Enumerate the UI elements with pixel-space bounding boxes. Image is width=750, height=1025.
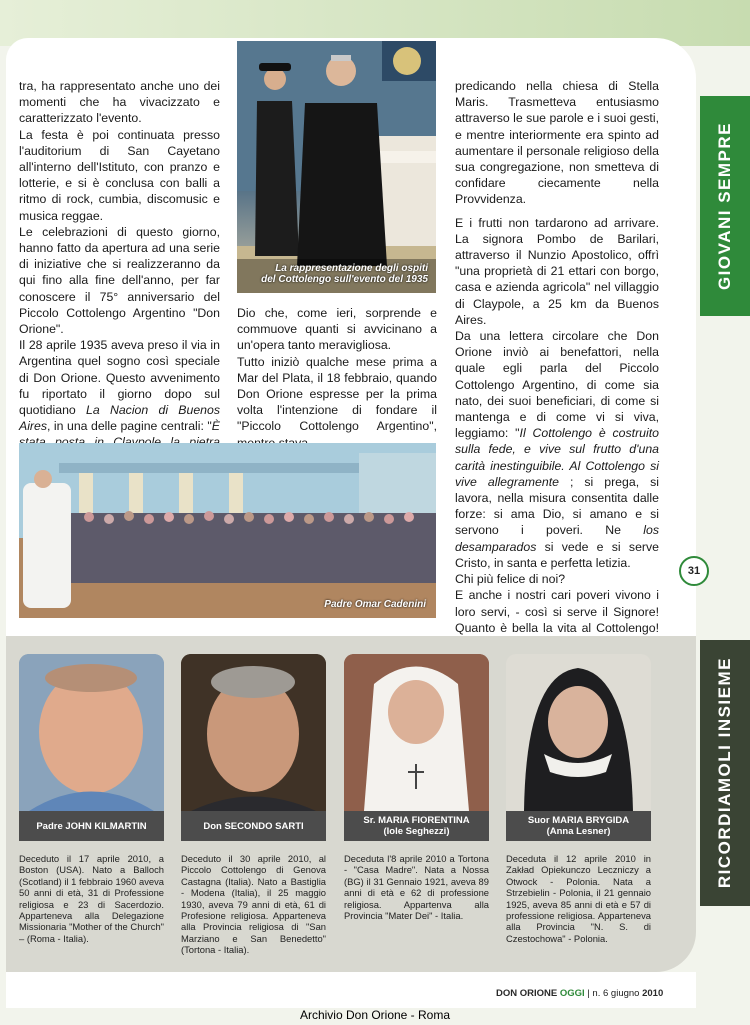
memorial-name: Suor MARIA BRYGIDA (Anna Lesner) — [506, 811, 651, 841]
audience-photo — [19, 443, 436, 618]
article-column-3 — [455, 78, 659, 685]
paragraph: Dio che, come ieri, sorprende e commuove quanti si avvicinano a un'opera tanto meravigliosa. — [237, 306, 437, 353]
portrait-photo — [19, 654, 164, 811]
article-column-2 — [237, 305, 437, 451]
magazine-footer: DON ORIONE OGGI | n. 6 giugno 2010 — [496, 988, 664, 999]
audience-photo-illustration — [19, 443, 436, 618]
section-tab-giovani — [700, 96, 750, 316]
memorial-name: Sr. MARIA FIORENTINA (Iole Seghezzi) — [344, 811, 489, 841]
theater-photo — [237, 41, 436, 293]
theater-photo-illustration — [237, 41, 436, 293]
memorial-card — [19, 654, 164, 944]
paragraph: Il 28 aprile 1935 aveva preso il via in Argentina quel sogno così speciale di Don Orione. Questo avvenimento fu riportato il giorno dopo sul quotidiano La Nacion di Buenos Aires, in una delle pagine centrali: "È — [19, 338, 221, 434]
memorial-card — [506, 654, 651, 944]
section-tab-ricordiamoli — [700, 640, 750, 906]
paragraph: Le celebrazioni di questo giorno, hanno fatto da apertura ad una serie di iniziative che si realizzeranno da qui fino alla fine dell'anno, per far conoscere il 75° anniversario del Piccolo Cottolengo Argentino "Don Orione". — [19, 224, 220, 337]
memorial-name: Don SECONDO SARTI — [181, 811, 326, 841]
page-number: 31 — [679, 556, 709, 586]
paragraph: predicando nella chiesa di Stella Maris. Trasmetteva entusiasmo attraverso le sue parole e i suoi gesti, e mentre interiormente era spinto ad aumentare il personale religioso della sua congregazione, non smetteva di confidare ciecamente nella Provvidenza. — [455, 79, 659, 207]
memorial-card — [181, 654, 326, 956]
archive-label: Archivio Don Orione - Roma — [299, 1008, 451, 1022]
section-tab-label: RICORDIAMOLI INSIEME — [715, 657, 734, 889]
memorial-card — [344, 654, 489, 921]
portrait-photo — [181, 654, 326, 811]
memorial-bio: Deceduto il 17 aprile 2010, a Boston (USA). Nato a Balloch (Scotland) il 1 febbraio 1960 aveva 50 anni di età, 31 di Professione religiosa e 23 di Sacerdozio. Apparteneva alla Delegazione Missionaria "Mother of the Church" – (Roma - Italia). — [19, 853, 164, 944]
section-tab-label: GIOVANI SEMPRE — [715, 121, 734, 291]
memorial-bio: Deceduto il 30 aprile 2010, al Piccolo Cottolengo di Genova Castagna (Italia). Nato a Bastiglia - Modena (Italia), il 25 maggio 1930, aveva 79 anni di età, 61 di Profesione religiosa. Apparteneva alla Provincia religiosa di "San Marziano e San Benedetto" (Tortona - Italia). — [181, 853, 326, 956]
memorial-bio: Deceduta il 12 aprile 2010 in Zakład Opiekunczo Leczniczy a Otwock - Polonia. Nata a Strzebielin - Polonia, il 21 gennaio 1925, aveva 85 anni di età e 57 di professione religiosa. Apparteneva alla Provincia "N. S. di Czestochowa" - Polonia. — [506, 853, 651, 944]
paragraph: Chi più felice di noi? — [455, 572, 566, 587]
photo-caption: La rappresentazione degli ospiti del Cottolengo sull'evento del 1935 — [261, 263, 428, 285]
paragraph: La festa è poi continuata presso l'auditorium di San Cayetano all'interno dell'Istituto, con pranzo e lotterie, e si è conclusa con balli a ritmo di rock, cumbia, discomusic e musica reggae. — [19, 127, 220, 223]
paragraph: Da una lettera circolare che Don Orione inviò ai benefattori, nella quale egli parla del Piccolo Cottolengo Argentino, di come sia nato, dei suoi beneficiari, di come si mantenga e di come vi si viva, leggiamo: "Il Cottolengo è costruito sulla fede, e vive sul frutto d'una carità inestinguibile. Al Cottolengo si vive allegramente ; si prega, si lavora, nella misura consentita dalle forze: si ama Dio, si amano e si servono i poveri. Ne los desamparados si vede e si serve Cristo, in santa e perfetta letizia. — [455, 329, 659, 570]
paragraph: E anche i nostri cari poveri vivono i loro servi, - così si serve il Signore! Quanto è bella la vita al Cottolengo! — [455, 588, 659, 635]
portrait-photo — [506, 654, 651, 811]
memorial-name: Padre JOHN KILMARTIN — [19, 811, 164, 841]
paragraph: tra, ha rappresentato anche uno dei momenti che ha vivacizzato e caratterizzato l'evento. — [19, 79, 220, 126]
article-column-1 — [19, 78, 220, 499]
memorial-bio: Deceduta l'8 aprile 2010 a Tortona - "Casa Madre". Nata a Nossa (BG) il 31 Gennaio 1921, aveva 89 anni di età e 62 di professione religiosa. Appartenva alla Provincia "Mater Dei" - Italia. — [344, 853, 489, 922]
photo-caption: Padre Omar Cadenini — [324, 599, 426, 610]
paragraph: Tutto iniziò qualche mese prima a Mar del Plata, il 18 febbraio, quando Don Orione espresse per la prima volta l'intenzione di fondare il "Piccolo Cottolengo Argentino", — [237, 354, 437, 434]
paragraph: E i frutti non tardarono ad arrivare. La signora Pombo de Barilari, attraverso il Nunzio Apostolico, offrì "una proprietà di 21 ettari con borgo, casa e azienda agricola" nel villaggio di Claypole, a 25 km da Buenos Aires. — [455, 215, 659, 327]
portrait-photo — [344, 654, 489, 811]
